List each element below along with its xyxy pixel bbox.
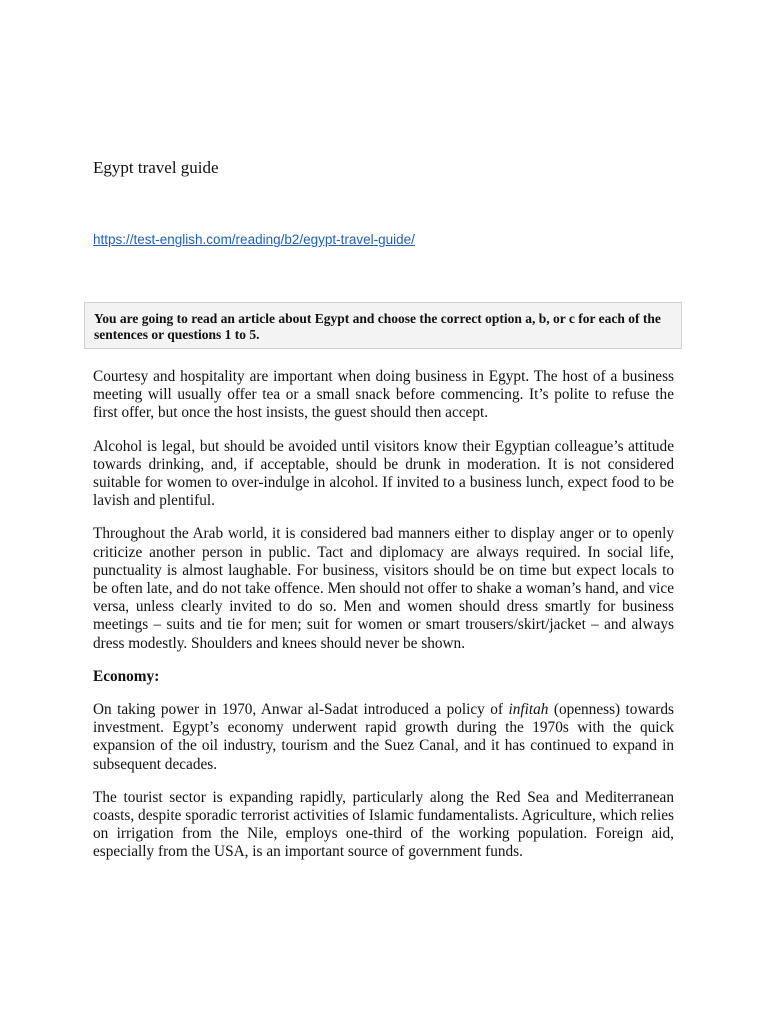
economy-text-after: (openness) towards investment. Egypt’s economy underwent rapid growth during the 1970s with the quick expansion of the oil industry, tourism and the Suez Canal, and it has continued to expand in subsequent decades. <box>93 701 674 773</box>
instruction-text: You are going to read an article about Egypt and choose the correct option a, b, or c for each of the sentences or questions 1 to 5. <box>94 311 661 342</box>
economy-heading: Economy: <box>93 667 160 685</box>
article-paragraph: Throughout the Arab world, it is considered bad manners either to display anger or to openly criticize another person in public. Tact and diplomacy are always required. In social life, punctuality is almost laughable. For business, visitors should be on time but expect locals to be often late, and do not take offence. Men should not offer to shake a woman’s hand, and vice versa, unless clearly invited to do so. Men and women should dress smartly for business meetings – suits and tie for men; suit for women or smart trousers/skirt/jacket – and always dress modestly. Shoulders and knees should never be shown. <box>93 525 674 652</box>
article-body <box>93 368 674 877</box>
economy-paragraph <box>93 701 674 774</box>
economy-text-before: On taking power in 1970, Anwar al-Sadat introduced a policy of <box>93 701 509 719</box>
instruction-box <box>84 302 682 349</box>
source-link[interactable]: https://test-english.com/reading/b2/egypt-travel-guide/ <box>93 232 415 247</box>
economy-paragraph: The tourist sector is expanding rapidly, particularly along the Red Sea and Mediterranean coasts, despite sporadic terrorist activities of Islamic fundamentalists. Agriculture, which relies on irrigation from the Nile, employs one-third of the working population. Foreign aid, especially from the USA, is an important source of government funds. <box>93 788 674 861</box>
page-title: Egypt travel guide <box>93 158 219 177</box>
article-paragraph: Alcohol is legal, but should be avoided until visitors know their Egyptian colleague’s attitude towards drinking, and, if acceptable, should be drunk in moderation. It is not considered suitable for women to over-indulge in alcohol. If invited to a business lunch, expect food to be lavish and plentiful. <box>93 437 674 510</box>
infitah-term: infitah <box>508 701 549 719</box>
article-paragraph: Courtesy and hospitality are important when doing business in Egypt. The host of a business meeting will usually offer tea or a small snack before commencing. It’s polite to refuse the first offer, but once the host insists, the guest should then accept. <box>93 368 674 422</box>
